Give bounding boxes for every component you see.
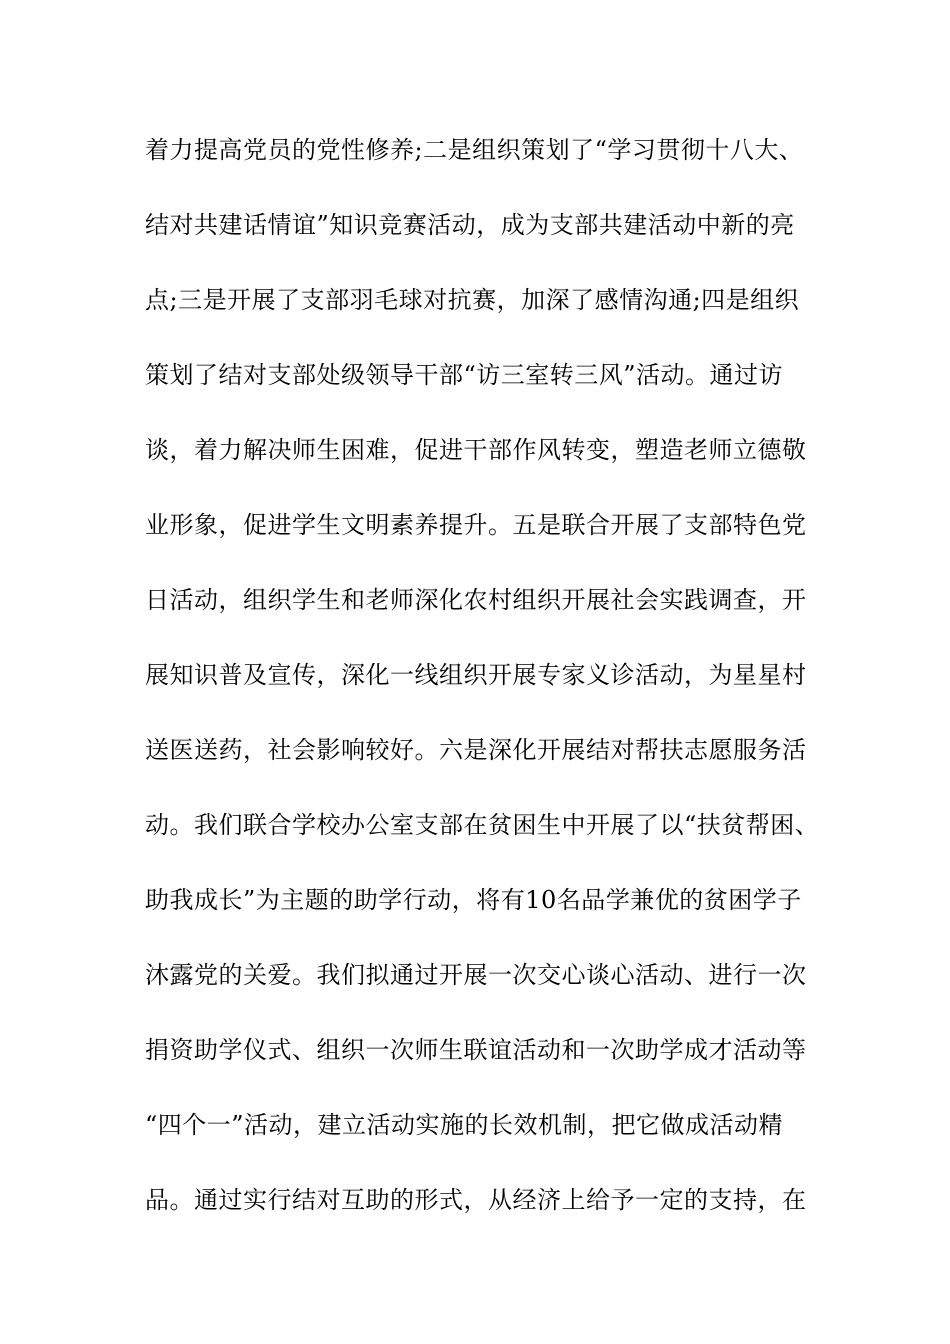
text-line: 业形象，促进学生文明素养提升。五是联合开展了支部特色党 [145, 511, 807, 539]
text-line: 结对共建话情谊”知识竞赛活动，成为支部共建活动中新的亮 [145, 211, 795, 239]
text-line: 展知识普及宣传，深化一线组织开展专家义诊活动，为星星村 [145, 661, 807, 689]
text-line: 着力提高党员的党性修养;二是组织策划了“学习贯彻十八大、 [145, 136, 804, 164]
text-line: 助我成长”为主题的助学行动，将有10名品学兼优的贫困学子 [145, 886, 802, 914]
body-text [145, 128, 845, 1253]
text-line: 动。我们联合学校办公室支部在贫困生中开展了以“扶贫帮困、 [145, 811, 820, 839]
text-line: 送医送药，社会影响较好。六是深化开展结对帮扶志愿服务活 [145, 736, 807, 764]
text-line: 点;三是开展了支部羽毛球对抗赛，加深了感情沟通;四是组织 [145, 286, 800, 314]
text-line: 日活动，组织学生和老师深化农村组织开展社会实践调查，开 [145, 586, 807, 614]
text-line: 谈，着力解决师生困难，促进干部作风转变，塑造老师立德敬 [145, 436, 807, 464]
text-line: 捐资助学仪式、组织一次师生联谊活动和一次助学成才活动等 [145, 1036, 807, 1064]
text-line: “四个一”活动，建立活动实施的长效机制，把它做成活动精 [145, 1111, 784, 1139]
text-line: 沐露党的关爱。我们拟通过开展一次交心谈心活动、进行一次 [145, 961, 807, 989]
text-line: 品。通过实行结对互助的形式，从经济上给予一定的支持，在 [145, 1186, 807, 1214]
text-line: 策划了结对支部处级领导干部“访三室转三风”活动。通过访 [145, 361, 784, 389]
